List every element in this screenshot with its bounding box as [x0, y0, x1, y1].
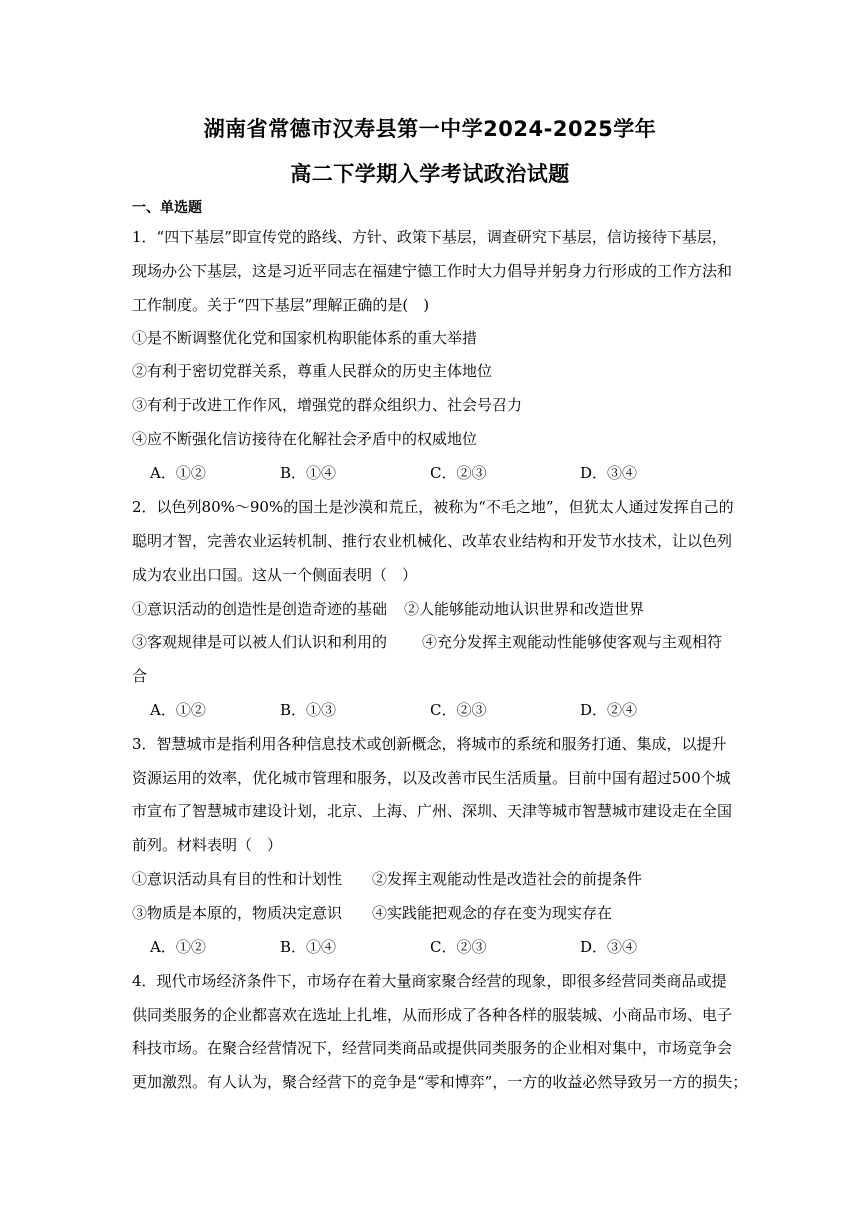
q3-statement-1: ①意识活动具有目的性和计划性 [132, 870, 343, 888]
q1-line-2: 现场办公下基层，这是习近平同志在福建宁德工作时大力倡导并躬身力行形成的工作方法和 [132, 262, 733, 280]
q3-line-1: 3．智慧城市是指利用各种信息技术或创新概念，将城市的系统和服务打通、集成，以提升 [132, 735, 727, 753]
q4-line-2: 供同类服务的企业都喜欢在选址上扎堆，从而形成了各种各样的服装城、小商品市场、电子 [132, 1006, 733, 1024]
q4-line-4: 更加激烈。有人认为，聚合经营下的竞争是“零和博弈”，一方的收益必然导致另一方的损失； [132, 1073, 748, 1091]
q2-option-b[interactable]: B．①③ [280, 701, 337, 719]
q1-option-c[interactable]: C．②③ [430, 464, 487, 482]
q2-option-a[interactable]: A．①② [150, 701, 206, 719]
q1-line-3: 工作制度。关于“四下基层”理解正确的是( ) [132, 296, 430, 314]
q2-statements-row-2 [132, 631, 732, 653]
q1-statement-3: ③有利于改进工作作风，增强党的群众组织力、社会号召力 [132, 396, 523, 414]
title-line-2: 高二下学期入学考试政治试题 [290, 162, 570, 186]
q2-options [150, 699, 750, 721]
q3-option-d[interactable]: D．③④ [580, 938, 638, 956]
q1-option-d[interactable]: D．③④ [580, 464, 638, 482]
q3-option-b[interactable]: B．①④ [280, 938, 337, 956]
q1-options [150, 462, 750, 484]
title-line-1: 湖南省常德市汉寿县第一中学2024-2025学年 [203, 117, 657, 141]
q3-options [150, 936, 750, 958]
q3-option-c[interactable]: C．②③ [430, 938, 487, 956]
q3-line-4: 前列。材料表明（ ） [132, 836, 283, 854]
q1-line-1: 1．“四下基层”即宣传党的路线、方针、政策下基层，调查研究下基层，信访接待下基层， [132, 228, 727, 246]
q1-statement-2: ②有利于密切党群关系，尊重人民群众的历史主体地位 [132, 362, 493, 380]
q4-line-1: 4．现代市场经济条件下，市场存在着大量商家聚合经营的现象，即很多经营同类商品或提 [132, 972, 727, 990]
q3-statements-row-2 [132, 902, 732, 924]
q2-statement-1: ①意识活动的创造性是创造奇迹的基础 [132, 600, 388, 618]
q1-statement-1: ①是不断调整优化党和国家机构职能体系的重大举措 [132, 329, 478, 347]
q3-statement-4: ④实践能把观念的存在变为现实存在 [372, 904, 613, 922]
q3-line-2: 资源运用的效率，优化城市管理和服务，以及改善市民生活质量。目前中国有超过500个城 [132, 769, 731, 787]
q2-line-2: 聪明才智，完善农业运转机制、推行农业机械化、改革农业结构和开发节水技术，让以色列 [132, 532, 733, 550]
q2-statement-2: ②人能够能动地认识世界和改造世界 [404, 600, 645, 618]
q1-statement-4: ④应不断强化信访接待在化解社会矛盾中的权威地位 [132, 430, 478, 448]
q2-statements-row-1 [132, 598, 732, 620]
q3-statement-3: ③物质是本原的，物质决定意识 [132, 904, 343, 922]
q1-option-a[interactable]: A．①② [150, 464, 206, 482]
q2-statement-4-wrap: 合 [132, 667, 148, 685]
q4-line-3: 科技市场。在聚合经营情况下，经营同类商品或提供同类服务的企业相对集中，市场竞争会 [132, 1039, 733, 1057]
q2-line-3: 成为农业出口国。这从一个侧面表明（ ） [132, 566, 418, 584]
q2-statement-3: ③客观规律是可以被人们认识和利用的 [132, 633, 388, 651]
q3-statements-row-1 [132, 868, 732, 890]
q2-statement-4: ④充分发挥主观能动性能够使客观与主观相符 [422, 633, 723, 651]
section-heading: 一、单选题 [132, 200, 202, 216]
q3-option-a[interactable]: A．①② [150, 938, 206, 956]
q2-line-1: 2．以色列80%～90%的国土是沙漠和荒丘，被称为“不毛之地”，但犹太人通过发挥自己的 [132, 498, 734, 516]
q2-option-d[interactable]: D．②④ [580, 701, 638, 719]
q2-option-c[interactable]: C．②③ [430, 701, 487, 719]
q3-line-3: 市宣布了智慧城市建设计划，北京、上海、广州、深圳、天津等城市智慧城市建设走在全国 [132, 802, 733, 820]
q1-option-b[interactable]: B．①④ [280, 464, 337, 482]
q3-statement-2: ②发挥主观能动性是改造社会的前提条件 [372, 870, 643, 888]
